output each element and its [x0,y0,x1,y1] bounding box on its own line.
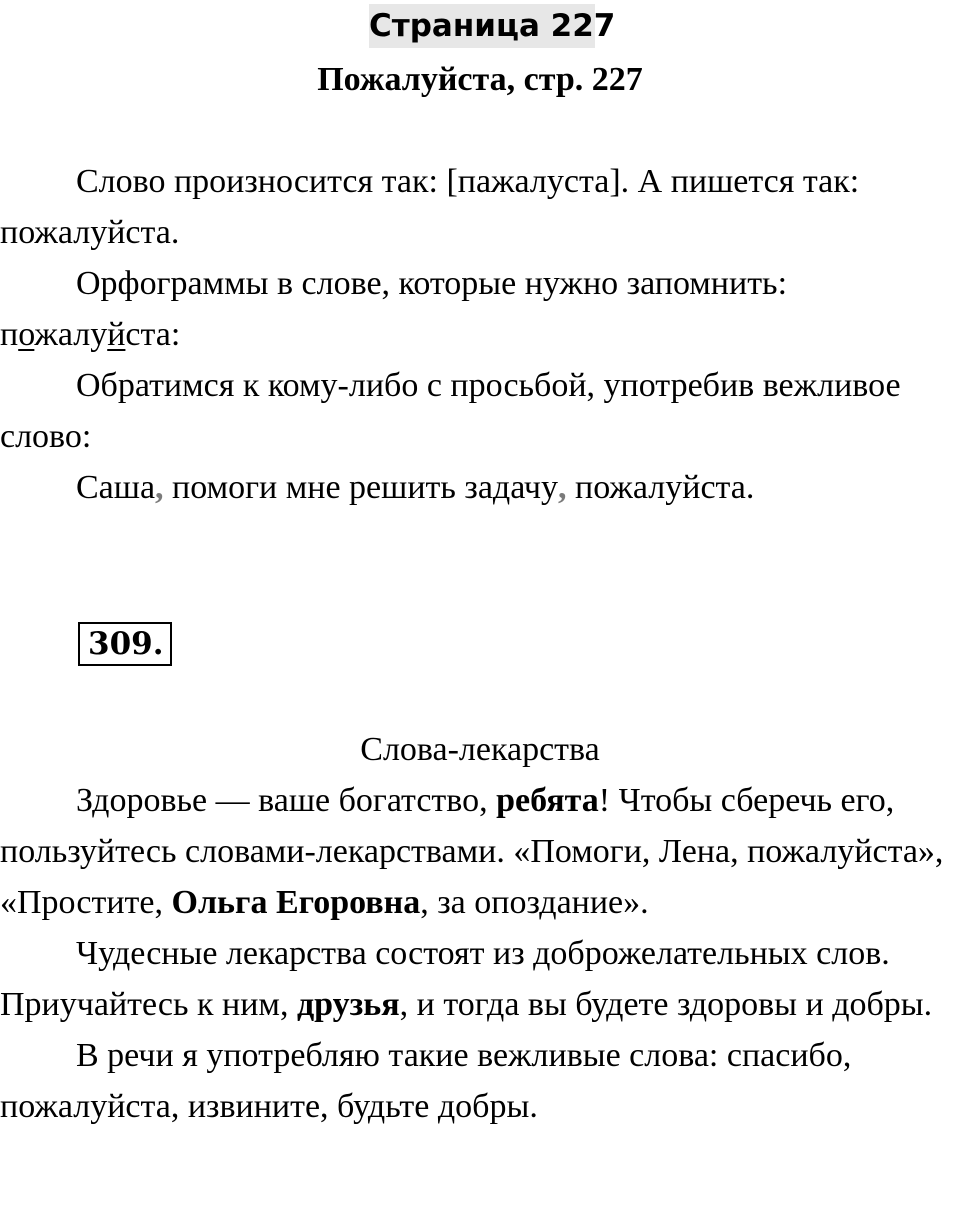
example-part: Саша [76,469,156,506]
pronunciation-text: Слово произносится так: [пажалуста]. А пишется так: пожалуйста. [0,163,860,251]
exercise-text [0,775,960,1132]
underlined-letter-o: о [18,316,35,353]
paragraph-polite-words [0,1030,960,1132]
bold-address: Ольга Егоровна [171,884,421,921]
page-number-badge: Страница 227 [369,4,595,48]
highlighted-comma: , [558,469,567,506]
highlighted-comma: , [155,469,164,506]
text-title: Слова-лекарства [360,731,600,768]
text-part: , и тогда вы будете здоровы и добры. [399,986,933,1023]
orthogram-intro: Орфограммы в слове, которые нужно запомнить: [76,265,788,302]
request-text: Обратимся к кому-либо с просьбой, употребив вежливое слово: [0,367,901,455]
exercise-number [78,622,172,666]
text-part: Чудесные лекарства состоят из доброжелательных слов. Приучайтесь к ним, [0,935,890,1023]
text-part: ! Чтобы сберечь его, пользуйтесь словами-лекарствами. «Помоги, Лена, пожалуйста», «Простите, [0,782,944,921]
example-part: помоги мне решить задачу [163,469,559,506]
bold-address: ребята [496,782,599,819]
paragraph-request [0,360,960,462]
text-part: Здоровье — ваше богатство, [76,782,497,819]
text-part: В речи я употребляю такие вежливые слова: спасибо, пожалуйста, извините, будьте добры. [0,1037,852,1125]
paragraph-orthograms [0,258,960,360]
page-header [0,0,960,48]
bold-address: друзья [296,986,400,1023]
underlined-letter-y: й [107,316,126,353]
word-part: п [0,316,19,353]
page-subtitle: Пожалуйста, стр. 227 [317,61,643,98]
paragraph-health [0,775,960,928]
exercise-number-box [78,622,172,666]
exercise-number-dot: . [152,626,164,662]
paragraph-example [0,462,960,513]
example-part: пожалуйста. [566,469,755,506]
explanation-section [0,156,960,513]
paragraph-pronunciation [0,156,960,258]
text-part: , за опоздание». [420,884,649,921]
paragraph-medicine [0,928,960,1030]
word-part: жалу [34,316,108,353]
word-part: ста: [125,316,181,353]
exercise-number-value: 309 [88,626,153,662]
